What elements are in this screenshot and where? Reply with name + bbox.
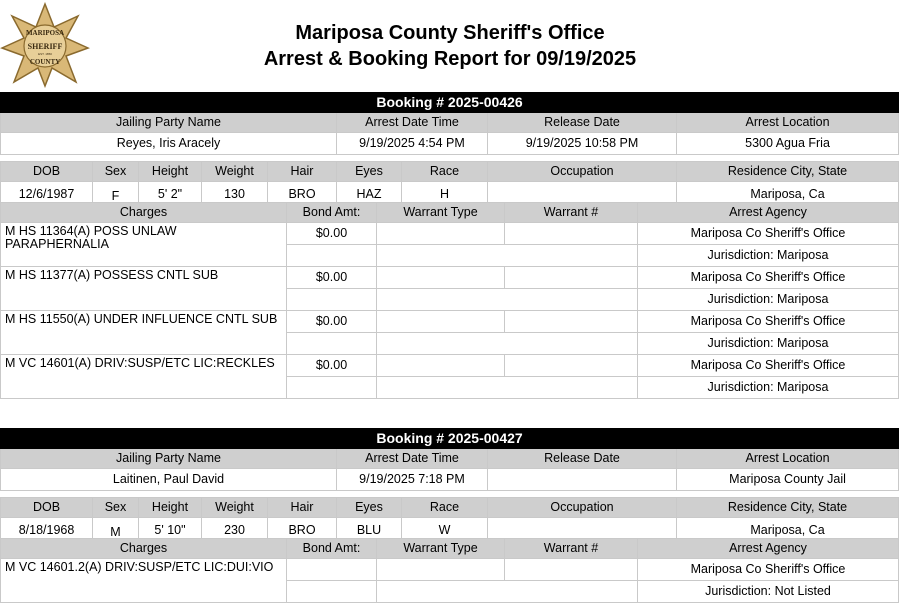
sex-label: Sex — [93, 498, 139, 518]
booking-table — [0, 92, 899, 155]
booking-title: Booking # 2025-00427 — [1, 429, 899, 449]
warrant-empty — [377, 333, 638, 355]
hair-value: BRO — [268, 518, 337, 544]
bond-amount: $0.00 — [287, 311, 377, 333]
arrest-agency: Mariposa Co Sheriff's Office — [638, 559, 899, 581]
jailing-party-label: Jailing Party Name — [1, 449, 337, 469]
booking-details-table — [0, 161, 899, 208]
page-title: Mariposa County Sheriff's Office — [295, 22, 605, 44]
bond-label: Bond Amt: — [287, 539, 377, 559]
height-value: 5' 10" — [139, 518, 202, 544]
charges-label: Charges — [1, 203, 287, 223]
warrant-number — [505, 311, 638, 333]
residence-value: Mariposa, Ca — [677, 182, 899, 208]
residence-value: Mariposa, Ca — [677, 518, 899, 544]
svg-text:MARIPOSA: MARIPOSA — [25, 29, 65, 37]
eyes-value: BLU — [337, 518, 402, 544]
sex-label: Sex — [93, 162, 139, 182]
charges-table — [0, 538, 899, 603]
warrant-type — [377, 355, 505, 377]
arrest-agency: Mariposa Co Sheriff's Office — [638, 355, 899, 377]
arrest-datetime-label: Arrest Date Time — [337, 449, 488, 469]
warrant-number-label: Warrant # — [505, 203, 638, 223]
hair-value: BRO — [268, 182, 337, 208]
release-date-label: Release Date — [488, 449, 677, 469]
warrant-empty — [377, 581, 638, 603]
dob-value: 8/18/1968 — [1, 518, 93, 544]
warrant-number — [505, 267, 638, 289]
jailing-party-name: Laitinen, Paul David — [1, 469, 337, 491]
jailing-party-label: Jailing Party Name — [1, 113, 337, 133]
race-value: H — [402, 182, 488, 208]
height-label: Height — [139, 162, 202, 182]
charge-description: M HS 11377(A) POSSESS CNTL SUB — [1, 267, 287, 311]
warrant-empty — [377, 289, 638, 311]
jurisdiction: Jurisdiction: Mariposa — [638, 377, 899, 399]
jurisdiction: Jurisdiction: Mariposa — [638, 245, 899, 267]
bond-amount — [287, 559, 377, 581]
occupation-label: Occupation — [488, 498, 677, 518]
eyes-value: HAZ — [337, 182, 402, 208]
height-label: Height — [139, 498, 202, 518]
race-value: W — [402, 518, 488, 544]
warrant-type-label: Warrant Type — [377, 203, 505, 223]
charge-description: M VC 14601(A) DRIV:SUSP/ETC LIC:RECKLES — [1, 355, 287, 399]
arrest-agency: Mariposa Co Sheriff's Office — [638, 267, 899, 289]
svg-text:SHERIFF: SHERIFF — [27, 42, 63, 51]
sex-value: F — [93, 182, 139, 208]
arrest-agency-label: Arrest Agency — [638, 539, 899, 559]
bond-label: Bond Amt: — [287, 203, 377, 223]
eyes-label: Eyes — [337, 162, 402, 182]
warrant-type — [377, 267, 505, 289]
arrest-location: 5300 Agua Fria — [677, 133, 899, 155]
eyes-label: Eyes — [337, 498, 402, 518]
warrant-number-label: Warrant # — [505, 539, 638, 559]
booking-table — [0, 428, 899, 491]
warrant-number — [505, 223, 638, 245]
dob-label: DOB — [1, 162, 93, 182]
hair-label: Hair — [268, 498, 337, 518]
report-header — [0, 0, 900, 90]
bond-amount: $0.00 — [287, 267, 377, 289]
charge-description: M VC 14601.2(A) DRIV:SUSP/ETC LIC:DUI:VIO — [1, 559, 287, 603]
height-value: 5' 2" — [139, 182, 202, 208]
charge-description: M HS 11550(A) UNDER INFLUENCE CNTL SUB — [1, 311, 287, 355]
warrant-type — [377, 559, 505, 581]
page-subtitle: Arrest & Booking Report for 09/19/2025 — [263, 48, 637, 70]
svg-text:COUNTY: COUNTY — [29, 58, 61, 66]
weight-label: Weight — [202, 498, 268, 518]
warrant-type — [377, 311, 505, 333]
warrant-type-label: Warrant Type — [377, 539, 505, 559]
bond-empty — [287, 289, 377, 311]
hair-label: Hair — [268, 162, 337, 182]
weight-value: 130 — [202, 182, 268, 208]
sheriff-badge-icon — [0, 2, 90, 88]
race-label: Race — [402, 162, 488, 182]
arrest-agency: Mariposa Co Sheriff's Office — [638, 311, 899, 333]
dob-label: DOB — [1, 498, 93, 518]
race-label: Race — [402, 498, 488, 518]
weight-label: Weight — [202, 162, 268, 182]
jurisdiction: Jurisdiction: Mariposa — [638, 289, 899, 311]
booking-title: Booking # 2025-00426 — [1, 93, 899, 113]
warrant-type — [377, 223, 505, 245]
charges-label: Charges — [1, 539, 287, 559]
arrest-location-label: Arrest Location — [677, 113, 899, 133]
release-date — [488, 469, 677, 491]
weight-value: 230 — [202, 518, 268, 544]
residence-label: Residence City, State — [677, 498, 899, 518]
warrant-empty — [377, 245, 638, 267]
sex-value: M — [93, 518, 139, 544]
arrest-location: Mariposa County Jail — [677, 469, 899, 491]
release-date-label: Release Date — [488, 113, 677, 133]
arrest-agency-label: Arrest Agency — [638, 203, 899, 223]
svg-text:EST. 1850: EST. 1850 — [38, 52, 52, 56]
booking-details-table — [0, 497, 899, 544]
warrant-number — [505, 355, 638, 377]
dob-value: 12/6/1987 — [1, 182, 93, 208]
residence-label: Residence City, State — [677, 162, 899, 182]
warrant-number — [505, 559, 638, 581]
bond-empty — [287, 245, 377, 267]
jailing-party-name: Reyes, Iris Aracely — [1, 133, 337, 155]
bond-empty — [287, 581, 377, 603]
occupation-label: Occupation — [488, 162, 677, 182]
charge-description: M HS 11364(A) POSS UNLAW PARAPHERNALIA — [1, 223, 287, 267]
bond-amount: $0.00 — [287, 223, 377, 245]
bond-amount: $0.00 — [287, 355, 377, 377]
release-date: 9/19/2025 10:58 PM — [488, 133, 677, 155]
arrest-datetime-label: Arrest Date Time — [337, 113, 488, 133]
arrest-location-label: Arrest Location — [677, 449, 899, 469]
jurisdiction: Jurisdiction: Mariposa — [638, 333, 899, 355]
charges-table — [0, 202, 899, 399]
arrest-agency: Mariposa Co Sheriff's Office — [638, 223, 899, 245]
jurisdiction: Jurisdiction: Not Listed — [638, 581, 899, 603]
warrant-empty — [377, 377, 638, 399]
bond-empty — [287, 333, 377, 355]
arrest-datetime: 9/19/2025 4:54 PM — [337, 133, 488, 155]
bond-empty — [287, 377, 377, 399]
arrest-datetime: 9/19/2025 7:18 PM — [337, 469, 488, 491]
